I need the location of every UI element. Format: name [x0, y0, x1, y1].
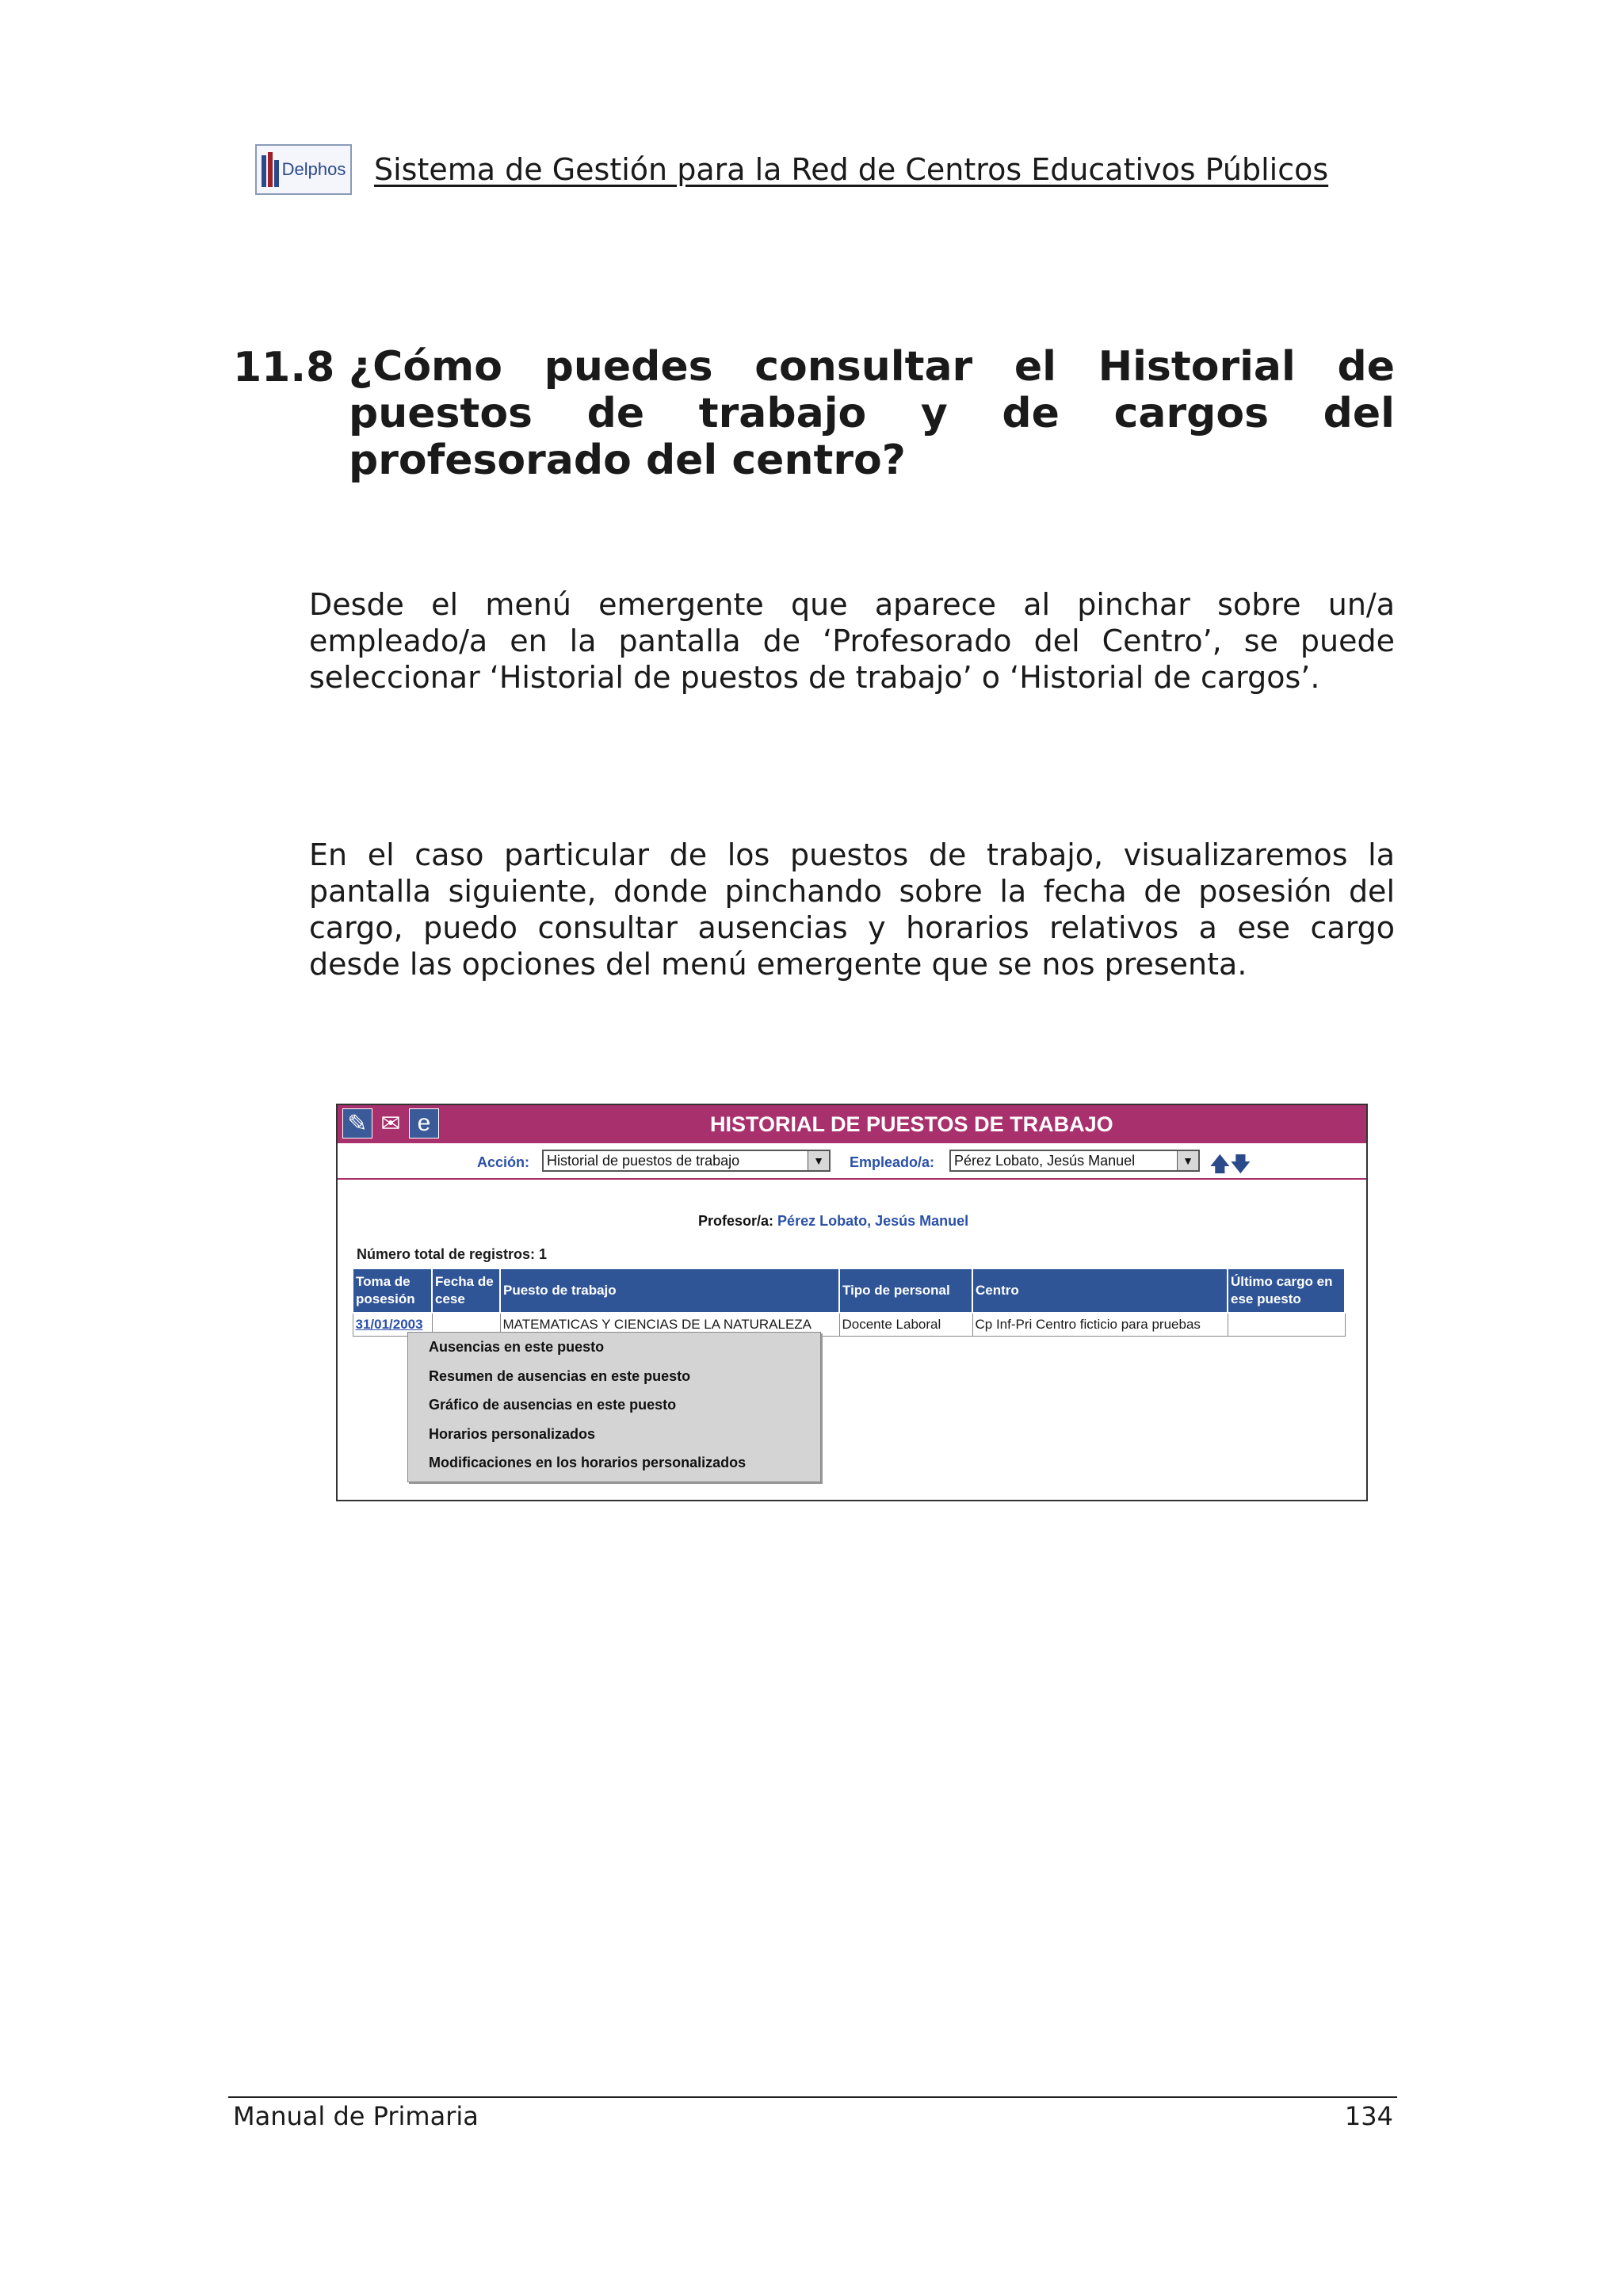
paragraph-1: Desde el menú emergente que aparece al pinchar sobre un/a empleado/a en la pantalla de ‘Profesorado del Centro’, se puede seleccionar ‘Historial de puestos de trabajo’ o ‘Historial de cargos’.	[309, 587, 1395, 695]
arrow-up-icon[interactable]: 🡅	[1209, 1152, 1231, 1176]
menu-item-grafico-ausencias[interactable]: Gráfico de ausencias en este puesto	[429, 1397, 677, 1413]
accion-select[interactable]	[542, 1150, 831, 1172]
profesor-line	[698, 1213, 968, 1230]
empleado-select-value: Pérez Lobato, Jesús Manuel	[954, 1153, 1136, 1169]
table-cell	[1228, 1313, 1345, 1337]
arrow-down-icon[interactable]: 🡇	[1230, 1152, 1251, 1176]
column-header[interactable]: Último cargo en ese puesto	[1228, 1268, 1345, 1313]
action-toolbar	[338, 1143, 1366, 1180]
footer-divider	[228, 2096, 1397, 2098]
column-header[interactable]: Puesto de trabajo	[500, 1268, 839, 1313]
column-header[interactable]: Toma de posesión	[353, 1268, 432, 1313]
toma-posesion-link[interactable]: 31/01/2003	[353, 1313, 432, 1337]
column-header[interactable]: Centro	[972, 1268, 1228, 1313]
section-number: 11.8	[233, 344, 335, 391]
empleado-select[interactable]	[949, 1150, 1200, 1172]
profesor-label: Profesor/a:	[698, 1213, 774, 1229]
window-title: HISTORIAL DE PUESTOS DE TRABAJO	[710, 1112, 1113, 1136]
mail-icon[interactable]: ✉	[380, 1110, 401, 1137]
record-count: Número total de registros: 1	[357, 1246, 548, 1262]
section-title: ¿Cómo puedes consultar el Historial de puestos de trabajo y de cargos del profesorado del centro?	[349, 343, 1395, 484]
history-table	[352, 1268, 1346, 1337]
delphos-logo	[255, 144, 352, 195]
table-cell: Docente Laboral	[839, 1313, 972, 1337]
chevron-down-icon[interactable]: ▼	[808, 1151, 829, 1170]
table-header-row	[353, 1268, 1345, 1313]
column-header[interactable]: Fecha de cese	[432, 1268, 500, 1313]
header-title: Sistema de Gestión para la Red de Centros Educativos Públicos	[374, 152, 1329, 187]
notes-icon[interactable]: ✎	[342, 1108, 372, 1138]
column-header[interactable]: Tipo de personal	[839, 1268, 972, 1313]
menu-item-horarios[interactable]: Horarios personalizados	[429, 1425, 596, 1442]
table-cell: Cp Inf-Pri Centro ficticio para pruebas	[972, 1313, 1228, 1337]
window-titlebar	[338, 1105, 1366, 1143]
logo-text: Delphos	[281, 159, 346, 179]
profesor-name: Pérez Lobato, Jesús Manuel	[777, 1213, 969, 1229]
page-number: 134	[1344, 2101, 1393, 2131]
accion-label: Acción:	[477, 1154, 530, 1170]
explorer-icon[interactable]: e	[409, 1108, 439, 1138]
footer-manual-name: Manual de Primaria	[233, 2101, 479, 2131]
page-header	[255, 144, 1328, 195]
menu-item-modificaciones-horarios[interactable]: Modificaciones en los horarios personalizados	[429, 1455, 747, 1470]
menu-item-resumen-ausencias[interactable]: Resumen de ausencias en este puesto	[429, 1367, 691, 1384]
app-screenshot	[336, 1104, 1368, 1501]
chevron-down-icon[interactable]: ▼	[1177, 1151, 1198, 1170]
empleado-label: Empleado/a:	[850, 1154, 935, 1170]
menu-item-ausencias[interactable]: Ausencias en este puesto	[429, 1339, 605, 1355]
accion-select-value: Historial de puestos de trabajo	[547, 1153, 740, 1169]
delphos-logo-icon	[262, 152, 279, 187]
table-cell: MATEMATICAS Y CIENCIAS DE LA NATURALEZA	[500, 1313, 839, 1337]
context-menu	[407, 1332, 821, 1482]
paragraph-2: En el caso particular de los puestos de trabajo, visualizaremos la pantalla siguiente, donde pinchando sobre la fecha de posesión del cargo, puedo consultar ausencias y horarios relativos a ese cargo desde las opciones del menú emergente que se nos presenta.	[309, 837, 1395, 982]
